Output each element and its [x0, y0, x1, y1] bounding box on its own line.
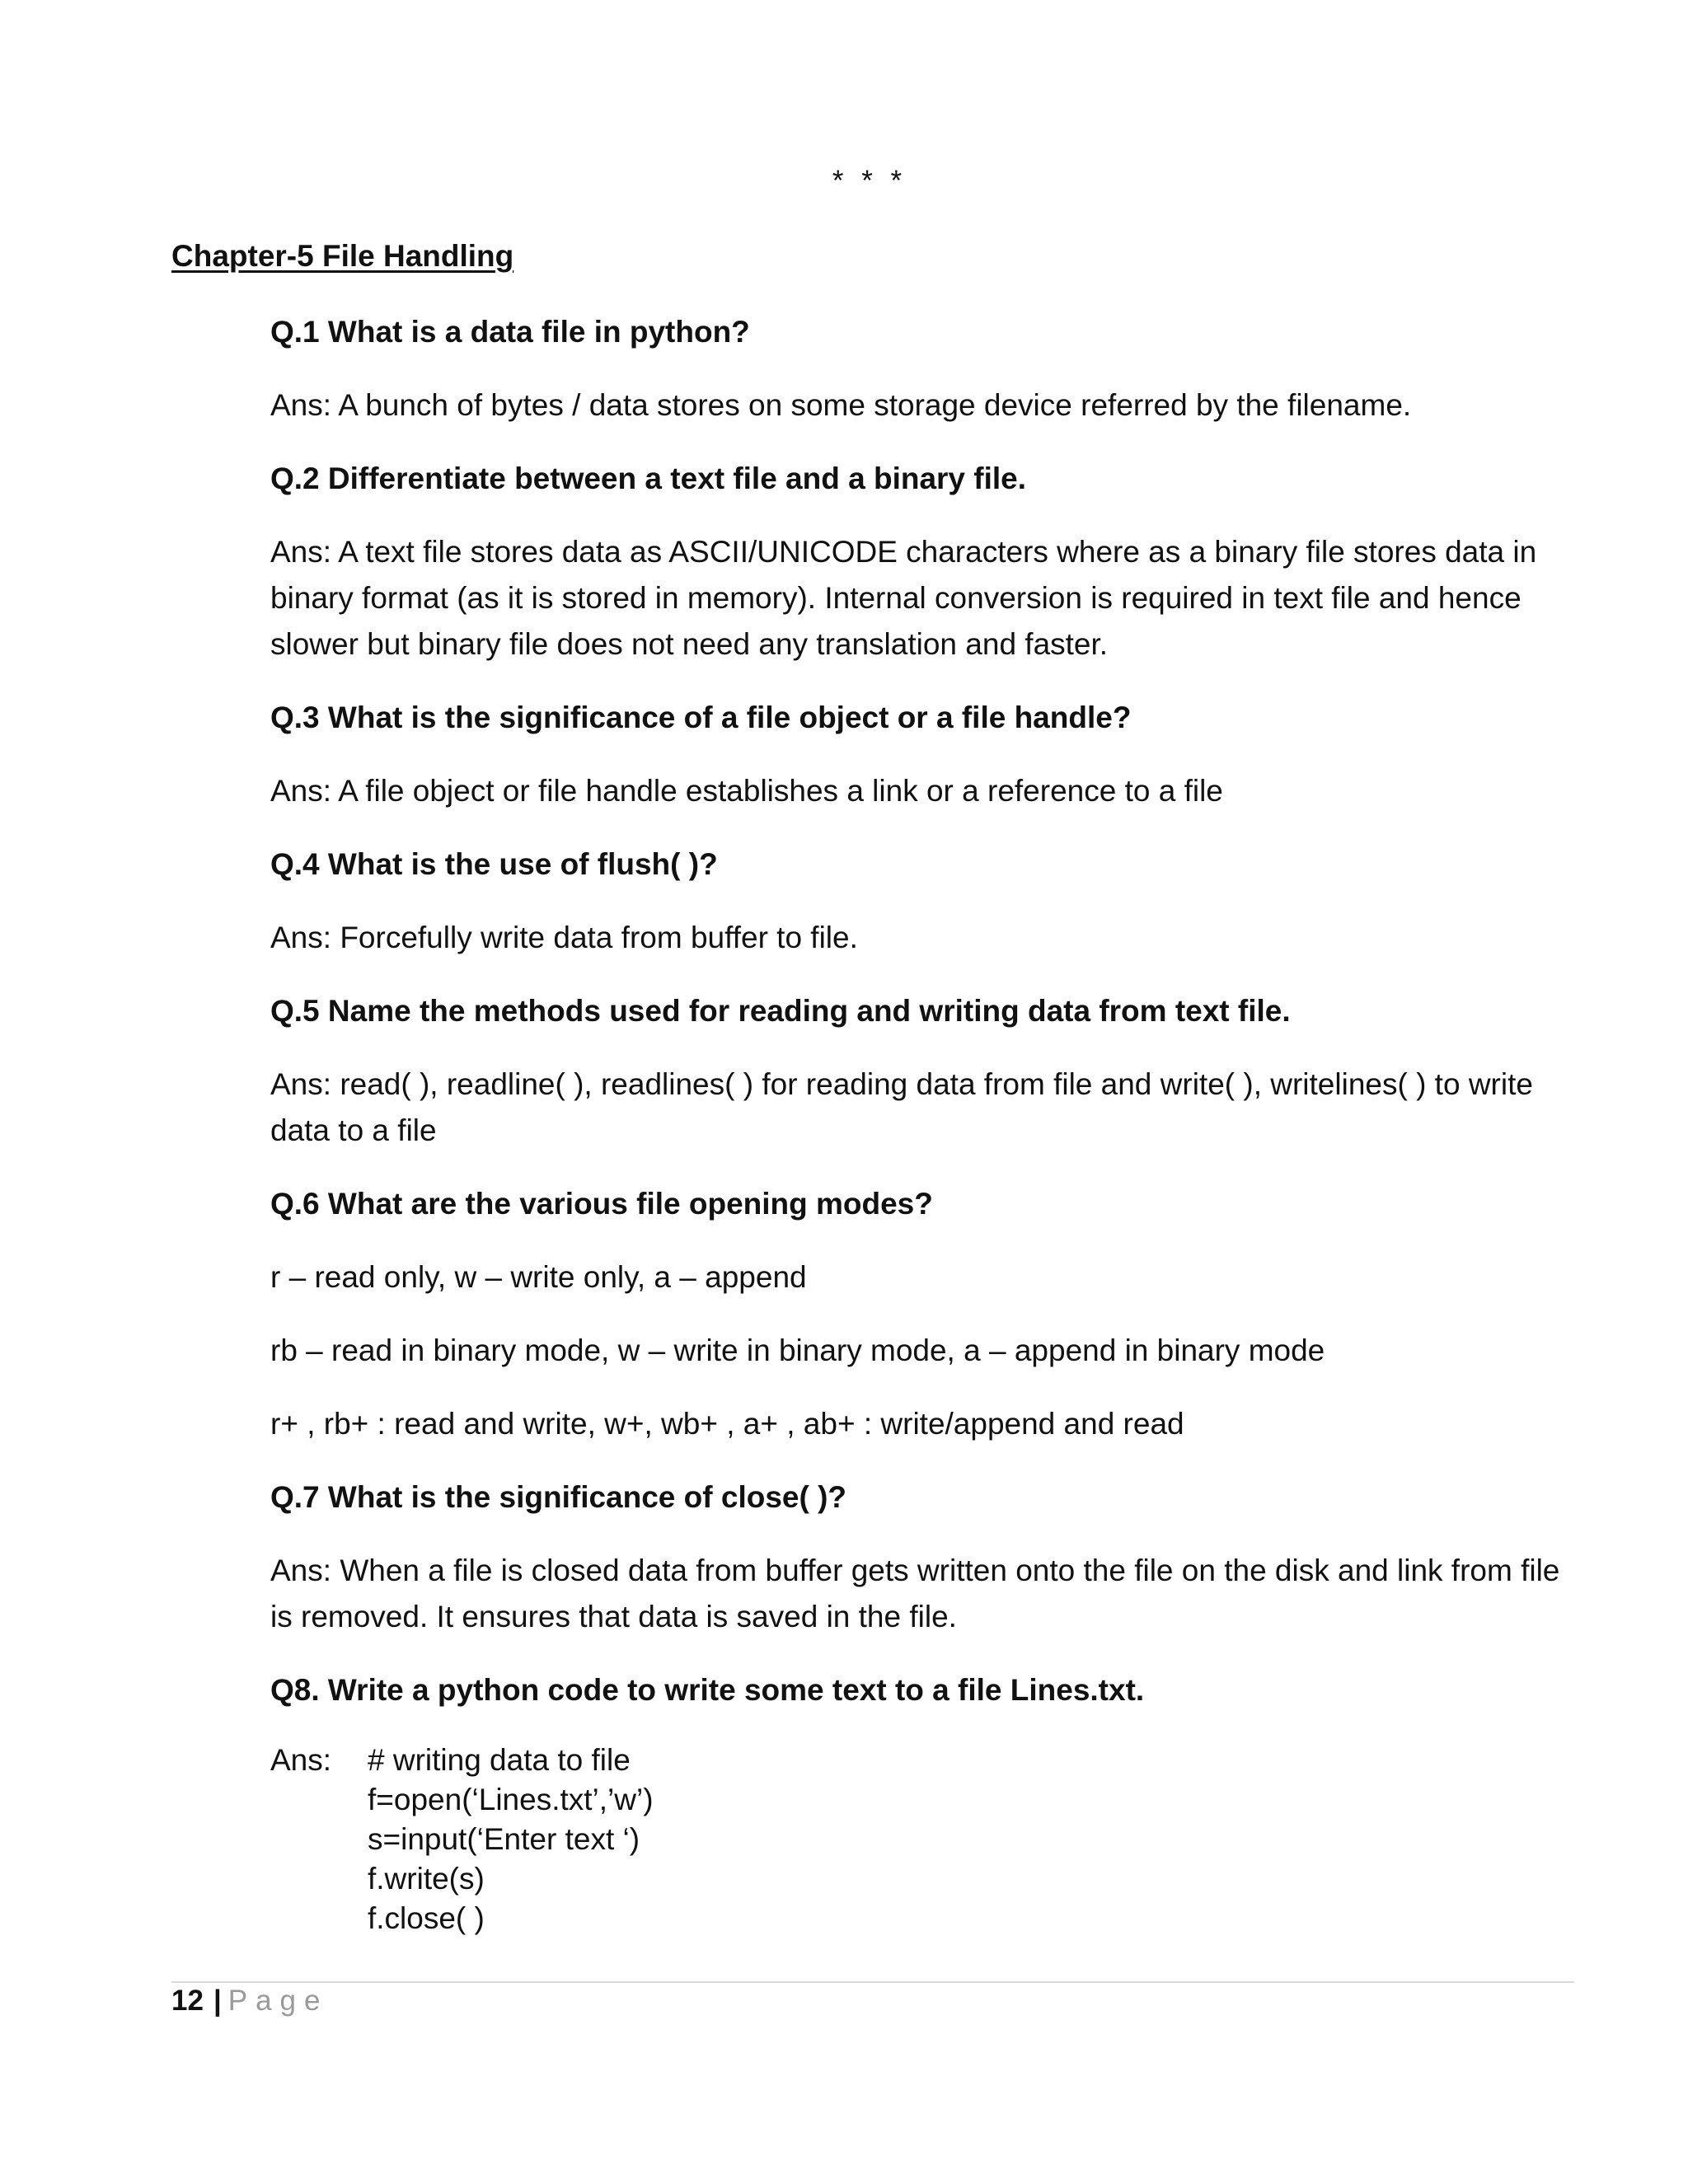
answer-6-line-1: r – read only, w – write only, a – append	[270, 1260, 807, 1294]
answer-2: Ans: A text file stores data as ASCII/UNICODE characters where as a binary file stores data in binary format (as it is stored in memory). Internal conversion is required in text file and hence slower but binary file does not need any translation and faster.	[270, 535, 1537, 661]
code-line: f=open(‘Lines.txt’,’w’)	[368, 1783, 654, 1816]
answer-6-line-2: rb – read in binary mode, w – write in binary mode, a – append in binary mode	[270, 1333, 1325, 1367]
answer-6-line-3: r+ , rb+ : read and write, w+, wb+ , a+ , ab+ : write/append and read	[270, 1407, 1184, 1441]
question-7: Q.7 What is the significance of close( )?	[270, 1480, 847, 1514]
section-separator: * * *	[832, 165, 907, 197]
code-lines	[368, 1741, 654, 1938]
code-line: # writing data to file	[368, 1743, 631, 1777]
answer-5: Ans: read( ), readline( ), readlines( ) for reading data from file and write( ), writelines( ) to write data to a file	[270, 1067, 1533, 1147]
question-5: Q.5 Name the methods used for reading and writing data from text file.	[270, 994, 1291, 1028]
answer-1: Ans: A bunch of bytes / data stores on some storage device referred by the filename.	[270, 388, 1412, 422]
answer-4: Ans: Forcefully write data from buffer to file.	[270, 921, 858, 954]
chapter-title: Chapter-5 File Handling	[171, 239, 514, 273]
footer-divider	[171, 1981, 1574, 1983]
question-8: Q8. Write a python code to write some text to a file Lines.txt.	[270, 1673, 1145, 1707]
answer-7: Ans: When a file is closed data from buffer gets written onto the file on the disk and link from file is removed. It ensures that data is saved in the file.	[270, 1554, 1560, 1633]
answer-8-code-block	[270, 1741, 1573, 1938]
footer-separator: |	[213, 1985, 222, 2017]
question-1: Q.1 What is a data file in python?	[270, 315, 750, 349]
question-3: Q.3 What is the significance of a file object or a file handle?	[270, 701, 1132, 734]
page-label: Page	[227, 1985, 329, 2017]
qa-content	[270, 309, 1573, 1938]
answer-8-label: Ans:	[270, 1743, 332, 1777]
question-6: Q.6 What are the various file opening modes?	[270, 1187, 933, 1221]
question-2: Q.2 Differentiate between a text file and a binary file.	[270, 462, 1027, 495]
page-number: 12	[171, 1985, 204, 2017]
code-line: f.write(s)	[368, 1862, 485, 1896]
page-footer	[171, 1985, 328, 2018]
code-line: s=input(‘Enter text ‘)	[368, 1822, 640, 1856]
answer-3: Ans: A file object or file handle establishes a link or a reference to a file	[270, 774, 1223, 808]
code-line: f.close( )	[368, 1901, 485, 1935]
question-4: Q.4 What is the use of flush( )?	[270, 847, 718, 881]
